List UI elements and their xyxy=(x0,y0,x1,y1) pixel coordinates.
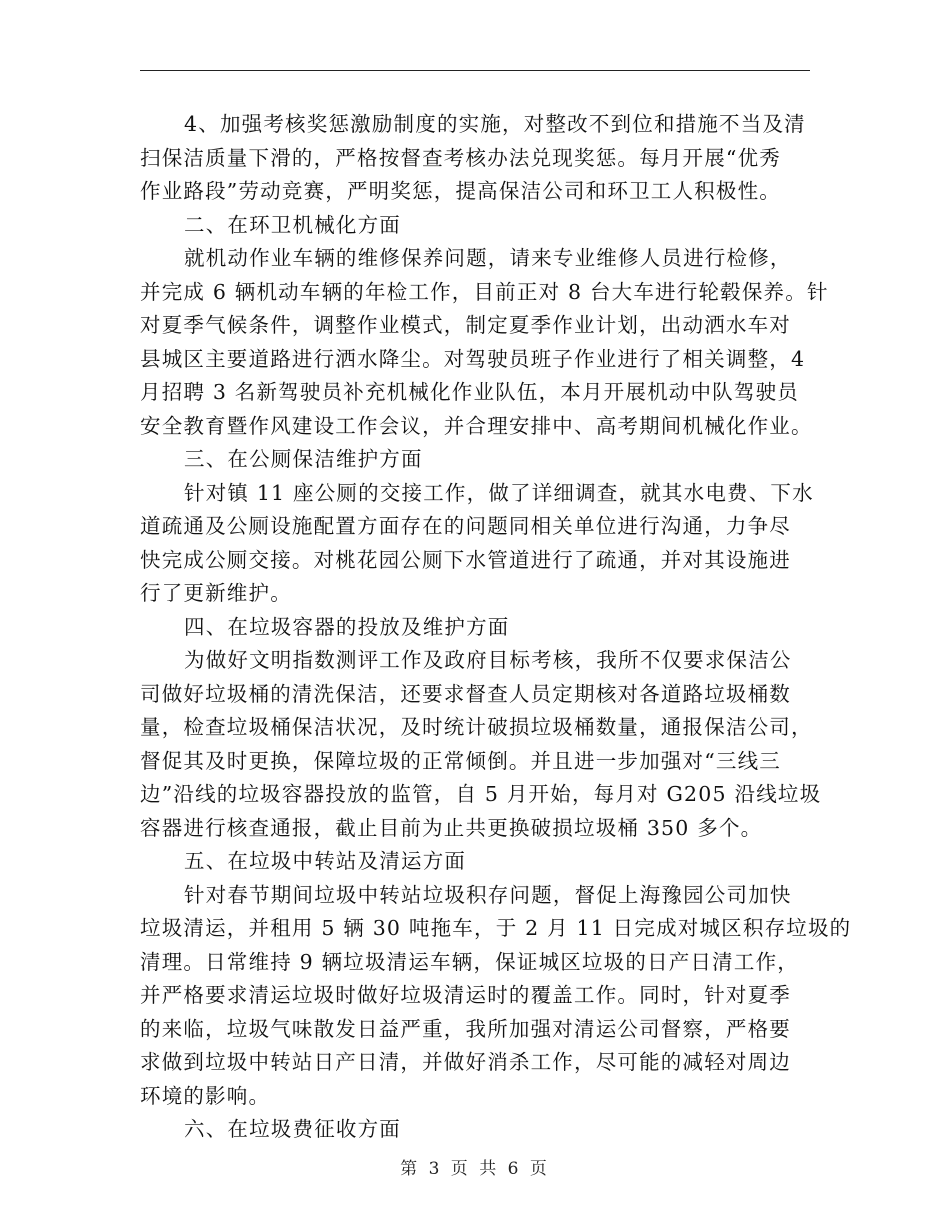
text-line: 快完成公厕交接。对桃花园公厕下水管道进行了疏通，并对其设施进 xyxy=(140,547,791,572)
text-line: 环境的影响。 xyxy=(140,1083,271,1108)
header-rule xyxy=(140,70,810,71)
text-line: 并完成 6 辆机动车辆的年检工作，目前正对 8 台大车进行轮毂保养。针 xyxy=(140,279,829,304)
text-line: 针对春节期间垃圾中转站垃圾积存问题，督促上海豫园公司加快 xyxy=(184,882,792,907)
text-line: 安全教育暨作风建设工作会议，并合理安排中、高考期间机械化作业。 xyxy=(140,413,813,438)
text-line: 垃圾清运，并租用 5 辆 30 吨拖车，于 2 月 11 日完成对城区积存垃圾的 xyxy=(140,916,852,940)
text-line: 六、在垃圾费征收方面 xyxy=(184,1117,401,1141)
text-line: 为做好文明指数测评工作及政府目标考核，我所不仅要求保洁公 xyxy=(184,648,792,672)
text-line: 的来临，垃圾气味散发日益严重，我所加强对清运公司督察，严格要 xyxy=(140,1016,791,1041)
text-line: 五、在垃圾中转站及清运方面 xyxy=(184,849,467,873)
text-line: 督促其及时更换，保障垃圾的正常倾倒。并且进一步加强对“三线三 xyxy=(140,748,781,773)
text-line: 作业路段”劳动竞赛，严明奖惩，提高保洁公司和环卫工人积极性。 xyxy=(140,179,781,203)
text-line: 4、加强考核奖惩激励制度的实施，对整改不到位和措施不当及清 xyxy=(184,112,806,136)
text-line: 司做好垃圾桶的清洗保洁，还要求督查人员定期核对各道路垃圾桶数 xyxy=(140,681,791,706)
page-number: 第 3 页 共 6 页 xyxy=(400,1159,550,1179)
text-line: 三、在公厕保洁维护方面 xyxy=(184,447,423,471)
text-line: 针对镇 11 座公厕的交接工作，做了详细调查，就其水电费、下水 xyxy=(184,480,814,505)
text-line: 量，检查垃圾桶保洁状况，及时统计破损垃圾桶数量，通报保洁公司， xyxy=(140,715,813,739)
text-line: 县城区主要道路进行洒水降尘。对驾驶员班子作业进行了相关调整，4 xyxy=(140,346,806,371)
text-line: 容器进行核查通报，截止目前为止共更换破损垃圾桶 350 多个。 xyxy=(140,815,763,840)
text-line: 并严格要求清运垃圾时做好垃圾清运时的覆盖工作。同时，针对夏季 xyxy=(140,983,791,1007)
text-line: 月招聘 3 名新驾驶员补充机械化作业队伍，本月开展机动中队驾驶员 xyxy=(140,380,799,404)
text-line: 二、在环卫机械化方面 xyxy=(184,212,401,237)
text-line: 求做到垃圾中转站日产日清，并做好消杀工作，尽可能的减轻对周边 xyxy=(140,1050,791,1074)
document-body xyxy=(140,108,852,1147)
text-line: 就机动作业车辆的维修保养问题，请来专业维修人员进行检修， xyxy=(184,246,792,270)
text-line: 道疏通及公厕设施配置方面存在的问题同相关单位进行沟通，力争尽 xyxy=(140,514,791,538)
text-line: 边”沿线的垃圾容器投放的监管，自 5 月开始，每月对 G205 沿线垃圾 xyxy=(140,782,822,806)
text-line: 行了更新维护。 xyxy=(140,581,292,605)
text-line: 对夏季气候条件，调整作业模式，制定夏季作业计划，出动洒水车对 xyxy=(140,313,791,337)
text-line: 扫保洁质量下滑的，严格按督查考核办法兑现奖惩。每月开展“优秀 xyxy=(140,145,781,170)
text-line: 清理。日常维持 9 辆垃圾清运车辆，保证城区垃圾的日产日清工作， xyxy=(140,949,799,974)
text-line: 四、在垃圾容器的投放及维护方面 xyxy=(184,614,510,639)
